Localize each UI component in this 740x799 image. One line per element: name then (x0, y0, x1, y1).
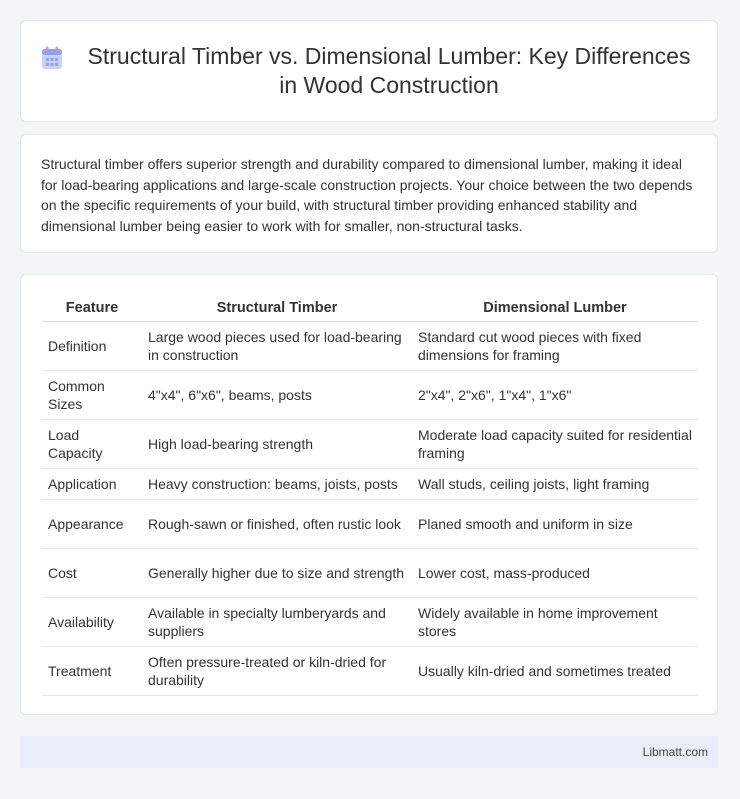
title-wrap (21, 42, 717, 100)
summary-card (20, 134, 718, 253)
row-dimensional-lumber: Widely available in home improvement stores (412, 598, 698, 647)
row-feature: Appearance (42, 500, 142, 549)
table-row (42, 371, 698, 420)
header-feature: Feature (42, 294, 142, 322)
row-feature: Cost (42, 549, 142, 598)
row-feature: Availability (42, 598, 142, 647)
row-structural-timber: Available in specialty lumberyards and suppliers (142, 598, 412, 647)
row-feature: Treatment (42, 647, 142, 696)
row-dimensional-lumber: Moderate load capacity suited for residential framing (412, 420, 698, 469)
row-dimensional-lumber: Usually kiln-dried and sometimes treated (412, 647, 698, 696)
comparison-card (20, 274, 718, 715)
table-row (42, 420, 698, 469)
table-row (42, 598, 698, 647)
table-row (42, 322, 698, 371)
row-dimensional-lumber: Planed smooth and uniform in size (412, 500, 698, 549)
header-structural-timber: Structural Timber (142, 294, 412, 322)
row-feature: Application (42, 469, 142, 500)
footer-brand[interactable]: Libmatt.com (642, 745, 708, 759)
row-structural-timber: Rough-sawn or finished, often rustic look (142, 500, 412, 549)
header-dimensional-lumber: Dimensional Lumber (412, 294, 698, 322)
row-dimensional-lumber: Standard cut wood pieces with fixed dimensions for framing (412, 322, 698, 371)
table-row (42, 469, 698, 500)
row-structural-timber: Often pressure-treated or kiln-dried for durability (142, 647, 412, 696)
footer (20, 736, 718, 768)
row-dimensional-lumber: Wall studs, ceiling joists, light framing (412, 469, 698, 500)
row-feature: Load Capacity (42, 420, 142, 469)
row-structural-timber: Heavy construction: beams, joists, posts (142, 469, 412, 500)
row-feature: Common Sizes (42, 371, 142, 420)
page-title: Structural Timber vs. Dimensional Lumber: Key Differences in Wood Construction (87, 43, 691, 98)
table-row (42, 647, 698, 696)
comparison-table (42, 294, 698, 696)
row-structural-timber: Large wood pieces used for load-bearing in construction (142, 322, 412, 371)
title-card (20, 20, 718, 122)
calendar-grid-icon (41, 46, 63, 70)
table-row (42, 549, 698, 598)
row-structural-timber: 4"x4", 6"x6", beams, posts (142, 371, 412, 420)
row-structural-timber: Generally higher due to size and strength (142, 549, 412, 598)
table-row (42, 500, 698, 549)
row-dimensional-lumber: 2"x4", 2"x6", 1"x4", 1"x6" (412, 371, 698, 420)
row-structural-timber: High load-bearing strength (142, 420, 412, 469)
row-feature: Definition (42, 322, 142, 371)
table-header-row (42, 294, 698, 322)
summary-text: Structural timber offers superior strength and durability compared to dimensional lumber, making it ideal for load-bearing applications and large-scale construction projects. Your choice between the two depends on the specific requirements of your build, with structural timber providing enhanced stability and dimensional lumber being easier to work with for smaller, non-structural tasks. (41, 156, 693, 234)
row-dimensional-lumber: Lower cost, mass-produced (412, 549, 698, 598)
